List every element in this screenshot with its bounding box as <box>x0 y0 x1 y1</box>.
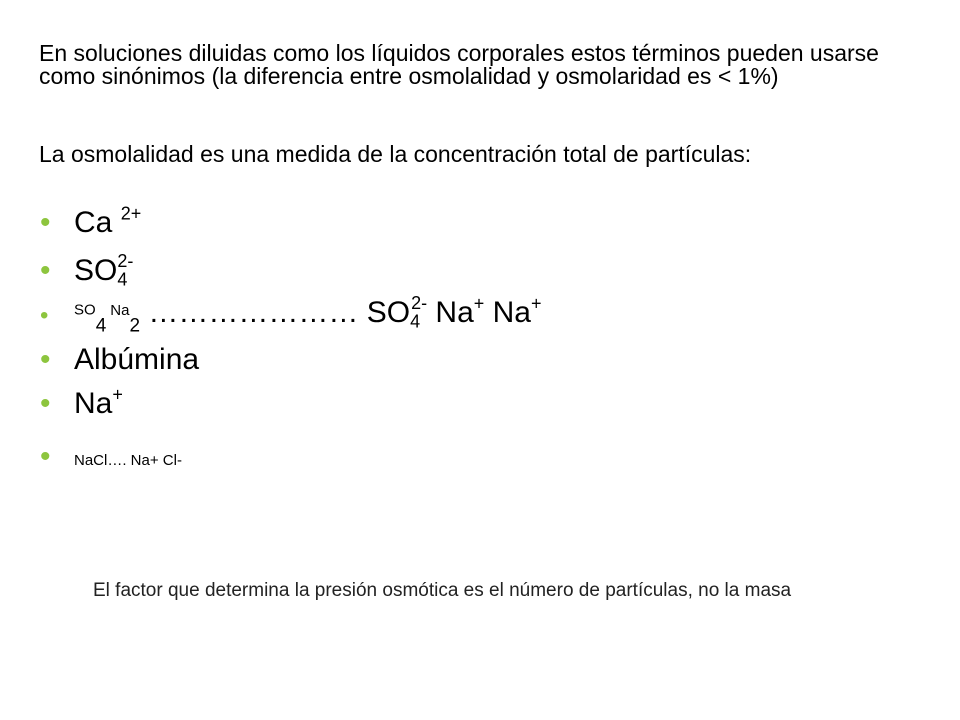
list-item-text: Albúmina <box>74 343 200 376</box>
bullet-icon: • <box>40 254 51 287</box>
list-item-text: Ca $^{2+}$ <box>74 203 142 239</box>
bullet-icon: • <box>40 302 49 329</box>
list-item-text: $^{SO}_4^{Na}_2$ ………………… $SO_4^{2-}$ Na+ Na+ <box>74 293 542 337</box>
list-item-text: $SO_4^{2-}$ <box>74 251 134 290</box>
intro-paragraph: En soluciones diluidas como los líquidos corporales estos términos pueden usarse como sinónimos (la diferencia entre osmolalidad y osmolaridad es < 1%) <box>39 40 879 90</box>
bullet-icon: • <box>40 343 51 376</box>
definition-paragraph: La osmolalidad es una medida de la concentración total de partículas: <box>39 141 752 167</box>
bullet-icon: • <box>40 206 51 239</box>
list-item-text: Na+ <box>74 384 123 420</box>
bullet-icon: • <box>40 387 51 420</box>
list-item-text: NaCl…. Na+ Cl- <box>74 452 182 469</box>
bullet-icon: • <box>40 440 51 473</box>
footer-note: El factor que determina la presión osmótica es el número de partículas, no la masa <box>93 580 792 601</box>
